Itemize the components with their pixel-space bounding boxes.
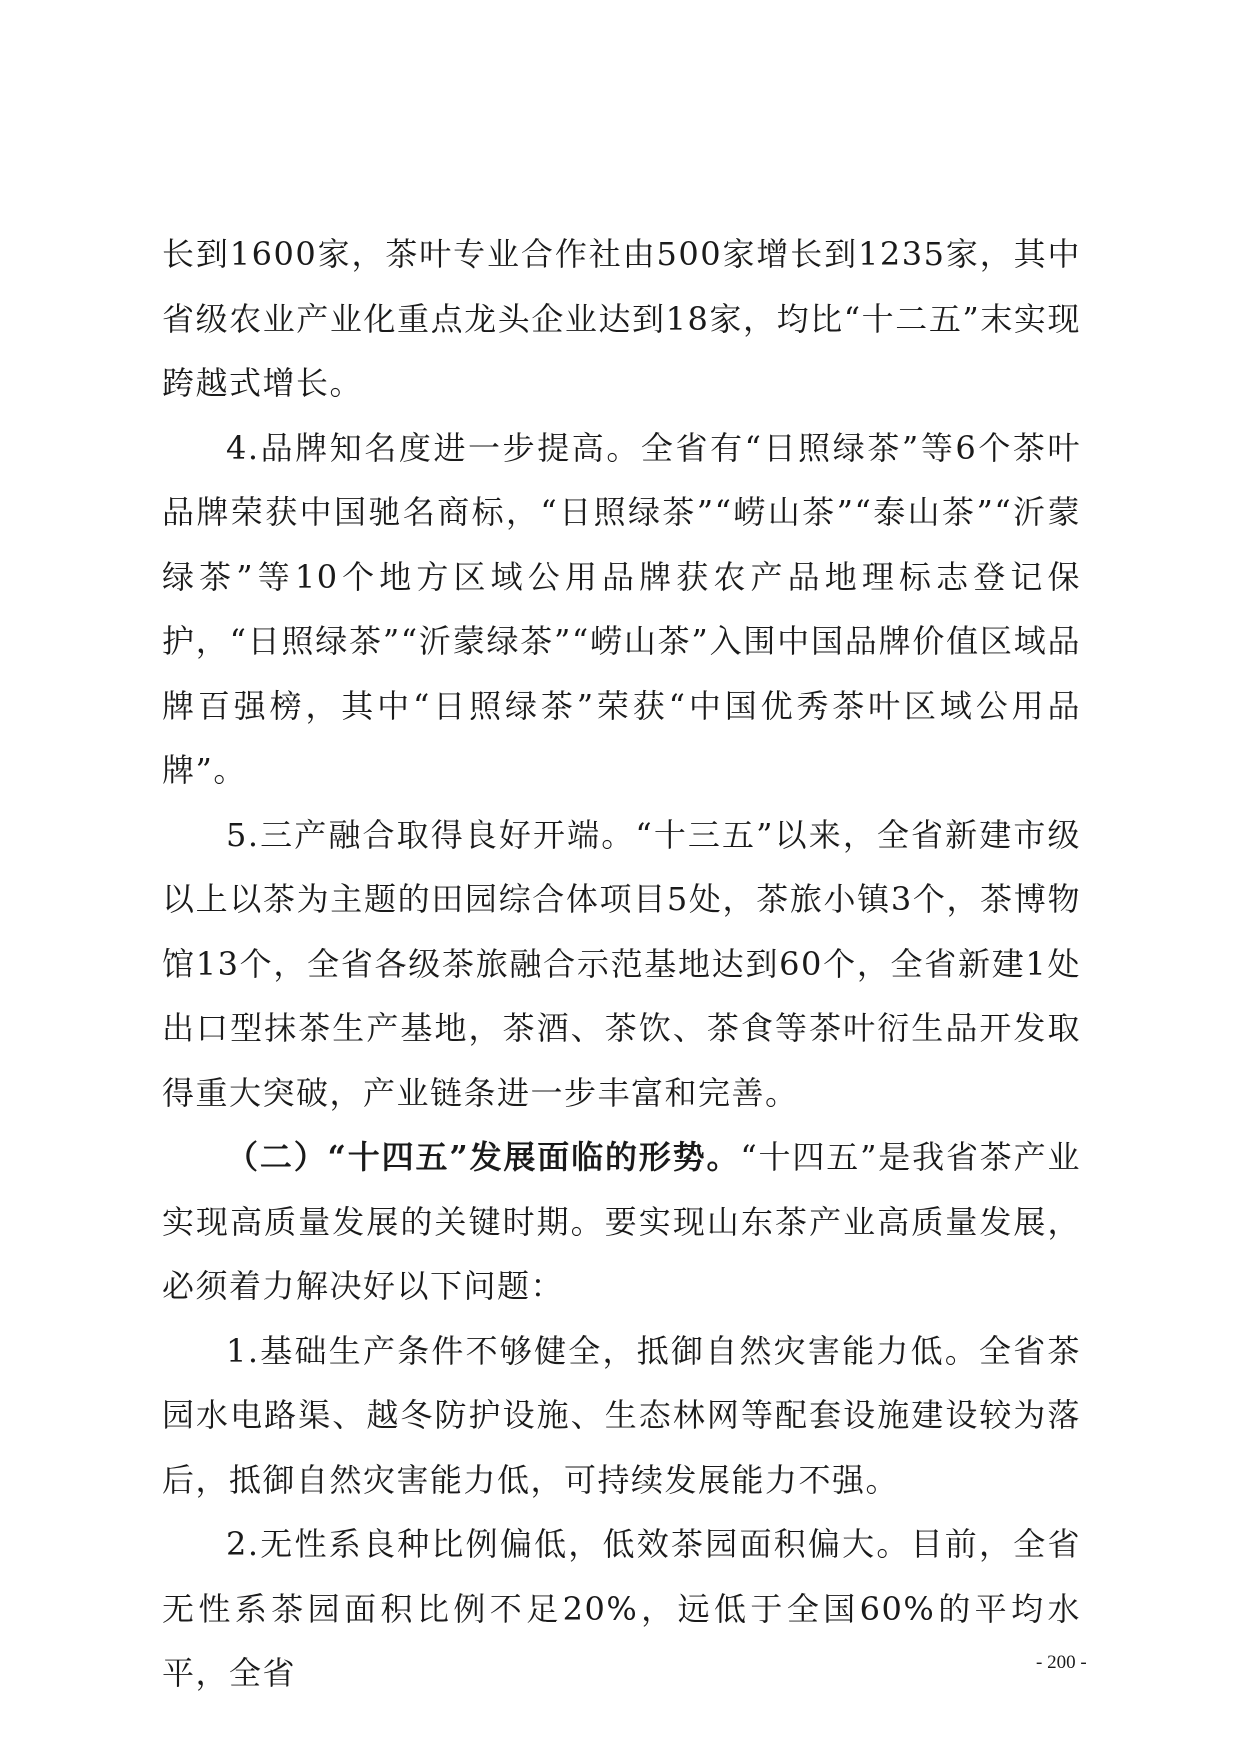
paragraph-text: 4.品牌知名度进一步提高。全省有“日照绿茶”等6个茶叶品牌荣获中国驰名商标，“日照绿茶”“崂山茶”“泰山茶”“沂蒙绿茶”等10个地方区域公用品牌获农产品地理标志登记保护，“日照绿茶”“沂蒙绿茶”“崂山茶”入围中国品牌价值区域品牌百强榜，其中“日照绿茶”荣获“中国优秀茶叶区域公用品牌”。 <box>162 428 1081 789</box>
paragraph-text: 1.基础生产条件不够健全，抵御自然灾害能力低。全省茶园水电路渠、越冬防护设施、生态林网等配套设施建设较为落后，抵御自然灾害能力低，可持续发展能力不强。 <box>162 1331 1081 1499</box>
paragraph-text: 5.三产融合取得良好开端。“十三五”以来，全省新建市级以上以茶为主题的田园综合体项目5处，茶旅小镇3个，茶博物馆13个，全省各级茶旅融合示范基地达到60个，全省新建1处出口型抹茶生产基地，茶酒、茶饮、茶食等茶叶衍生品开发取得重大突破，产业链条进一步丰富和完善。 <box>162 815 1081 1112</box>
page-number: - 200 - <box>1036 1652 1087 1673</box>
paragraph-brand-recognition <box>162 416 1081 803</box>
paragraph-text: “十四五”是我省茶产业实现高质量发展的关键时期。要实现山东茶产业高质量发展，必须着力解决好以下问题： <box>162 1138 1081 1305</box>
paragraph-situation <box>162 1125 1081 1319</box>
paragraph-infrastructure <box>162 1319 1081 1513</box>
paragraph-cultivar-ratio <box>162 1512 1081 1706</box>
body-text <box>162 222 1081 1706</box>
paragraph-continuation <box>162 222 1081 416</box>
paragraph-industry-integration <box>162 803 1081 1126</box>
paragraph-text: 长到1600家，茶叶专业合作社由500家增长到1235家，其中省级农业产业化重点龙头企业达到18家，均比“十二五”末实现跨越式增长。 <box>162 235 1081 402</box>
paragraph-text: 2.无性系良种比例偏低，低效茶园面积偏大。目前，全省无性系茶园面积比例不足20%，远低于全国60%的平均水平，全省 <box>162 1525 1081 1692</box>
section-heading: （二）“十四五”发展面临的形势。 <box>226 1138 741 1176</box>
